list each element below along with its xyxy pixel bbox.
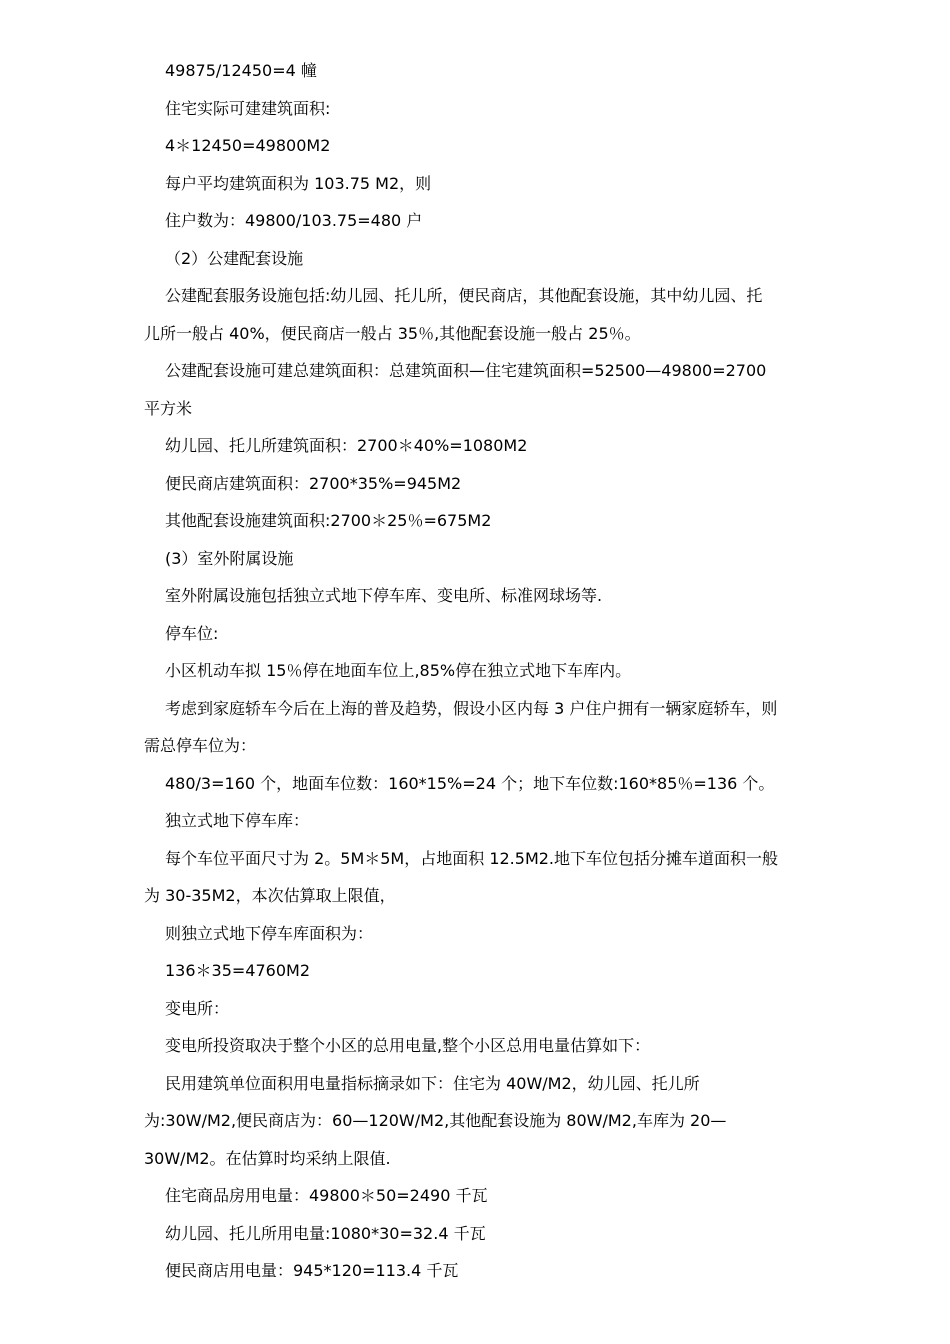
paragraph-continuation: 30W/M2。在估算时均采纳上限值. <box>144 1148 391 1168</box>
section-heading: （2）公建配套设施 <box>165 248 304 268</box>
paragraph: 住户数为：49800/103.75=480 户 <box>165 211 423 230</box>
paragraph: 独立式地下停车库： <box>165 811 310 830</box>
paragraph: 住宅实际可建建筑面积: <box>165 98 331 118</box>
paragraph: 49875/12450=4 幢 <box>165 61 317 80</box>
paragraph: 幼儿园、托儿所用电量:1080*30=32.4 千瓦 <box>165 1223 486 1243</box>
paragraph: 每户平均建筑面积为 103.75 M2，则 <box>165 173 432 193</box>
paragraph: 变电所： <box>165 998 230 1018</box>
paragraph: 136＊35=4760M2 <box>165 961 311 980</box>
paragraph: 其他配套设施建筑面积:2700＊25％=675M2 <box>165 511 492 530</box>
paragraph: 住宅商品房用电量：49800＊50=2490 千瓦 <box>165 1186 488 1205</box>
paragraph: 室外附属设施包括独立式地下停车库、变电所、标准网球场等. <box>165 586 603 605</box>
paragraph: 公建配套设施可建总建筑面积：总建筑面积—住宅建筑面积=52500—49800=2700 <box>165 361 767 380</box>
paragraph: 4＊12450=49800M2 <box>165 136 331 155</box>
paragraph: 考虑到家庭轿车今后在上海的普及趋势，假设小区内每 3 户住户拥有一辆家庭轿车，则 <box>165 698 778 718</box>
paragraph: 便民商店建筑面积：2700*35%=945M2 <box>165 473 462 493</box>
paragraph-continuation: 需总停车位为： <box>144 736 257 755</box>
paragraph: 每个车位平面尺寸为 2。5M＊5M，占地面积 12.5M2.地下车位包括分摊车道面积一般 <box>165 848 779 868</box>
paragraph-continuation: 儿所一般占 40%，便民商店一般占 35％,其他配套设施一般占 25％。 <box>144 323 641 343</box>
paragraph-continuation: 为 30-35M2，本次估算取上限值， <box>144 886 396 905</box>
paragraph: 便民商店用电量：945*120=113.4 千瓦 <box>165 1261 459 1280</box>
paragraph-continuation: 为:30W/M2,便民商店为：60—120W/M2,其他配套设施为 80W/M2,车库为 20— <box>144 1111 727 1130</box>
document-body <box>144 52 814 1290</box>
paragraph: 则独立式地下停车库面积为： <box>165 923 374 943</box>
paragraph-continuation: 平方米 <box>144 398 193 418</box>
paragraph: 480/3=160 个，地面车位数：160*15%=24 个；地下车位数:160*85％=136 个。 <box>165 773 775 793</box>
paragraph: 民用建筑单位面积用电量指标摘录如下：住宅为 40W/M2，幼儿园、托儿所 <box>165 1073 700 1093</box>
paragraph: 幼儿园、托儿所建筑面积：2700＊40%=1080M2 <box>165 436 528 455</box>
paragraph: 小区机动车拟 15％停在地面车位上,85%停在独立式地下车库内。 <box>165 661 632 680</box>
paragraph: 停车位: <box>165 623 219 643</box>
section-heading: (3）室外附属设施 <box>165 548 294 568</box>
paragraph: 变电所投资取决于整个小区的总用电量,整个小区总用电量估算如下： <box>165 1036 651 1055</box>
paragraph: 公建配套服务设施包括:幼儿园、托儿所，便民商店，其他配套设施，其中幼儿园、托 <box>165 286 763 305</box>
